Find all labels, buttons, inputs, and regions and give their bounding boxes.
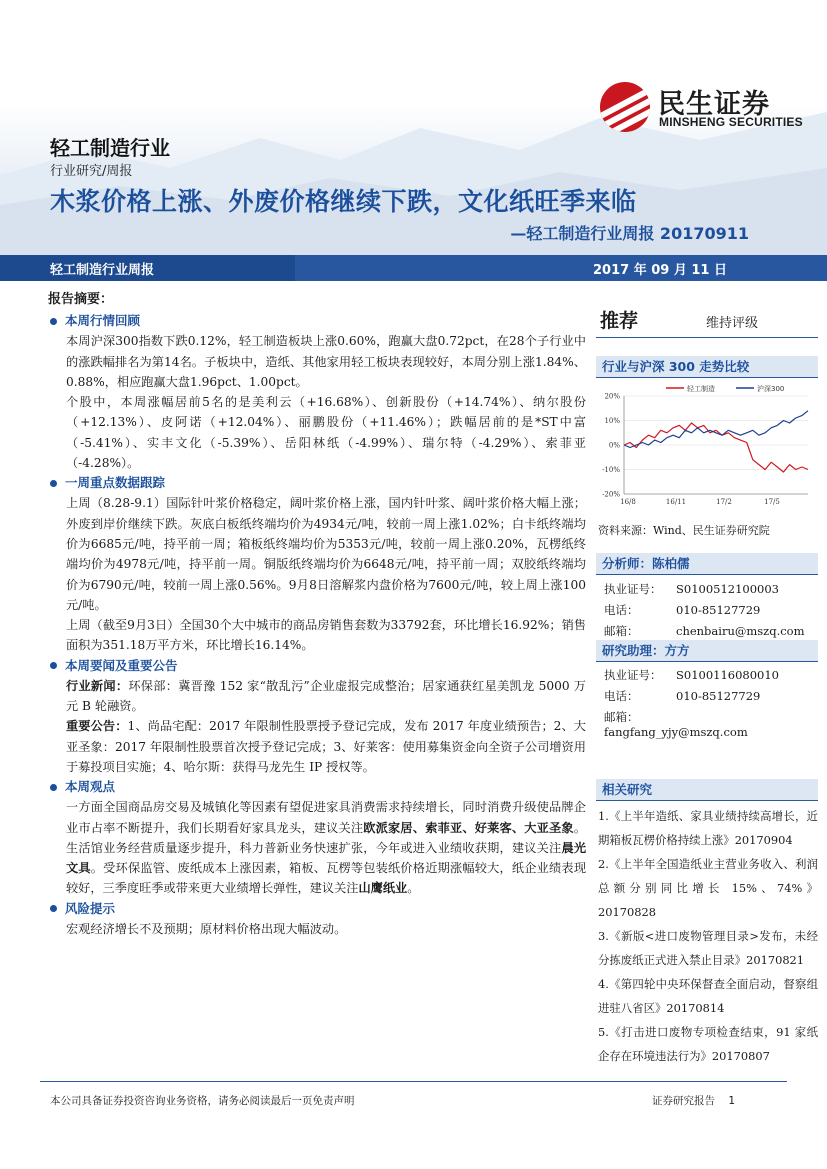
label: 行业新闻： xyxy=(66,678,129,693)
logo-icon xyxy=(600,82,650,132)
legend-label: 沪深300 xyxy=(757,385,785,393)
report-subtitle: —轻工制造行业周报 20170911 xyxy=(510,224,749,243)
section-market-review xyxy=(48,311,586,331)
highlight: 晨光文具 xyxy=(66,840,587,876)
paragraph: 一方面全国商品房交易及城镇化等因素有望促进家具消费需求持续增长，同时消费升级使品牌企业市占率不断提升，我们长期看好家具龙头，建议关注欧派家居、索菲亚、好莱客、大亚圣象。生活馆业务经营质量逐步提升，科力普新业务快速扩张，今年或进入业绩收获期，建议关注晨光文具。受环保监管、废纸成本上涨因素，箱板、瓦楞等包装纸价格近期涨幅较大，纸企业绩表现较好，三季度旺季或带来更大业绩增长弹性，建议关注山鹰纸业。 xyxy=(66,800,587,896)
series-line xyxy=(624,423,808,472)
trend-chart xyxy=(596,382,818,517)
y-tick-label: 20% xyxy=(604,392,620,401)
analyst-email[interactable]: 邮箱： chenbairu@mszq.com xyxy=(604,624,805,638)
section-title: 风险提示 xyxy=(65,900,116,916)
y-tick-label: 0% xyxy=(608,441,620,450)
x-tick-label: 17/5 xyxy=(764,498,780,506)
related-item[interactable]: 5.《打击进口废物专项检查结束，91 家纸企存在环境违法行为》20170807 xyxy=(598,1025,818,1063)
y-tick-label: -20% xyxy=(602,490,620,499)
x-tick-label: 16/11 xyxy=(665,498,687,506)
logo-en: MINSHENG SECURITIES xyxy=(659,115,803,129)
highlight: 欧派家居、索菲亚、好莱客、大亚圣象 xyxy=(363,820,574,835)
band-date: 2017 年 09 月 11 日 xyxy=(593,263,727,278)
section-news xyxy=(48,656,586,676)
assistant-email[interactable]: 邮箱：fangfang_yjy@mszq.com xyxy=(604,710,748,739)
assistant-phone: 电话： 010-85127729 xyxy=(604,689,761,703)
paragraph: 上周（截至9月3日）全国30个大中城市的商品房销售套数为33792套，环比增长16.92%；销售面积为351.18万平方米，环比增长16.14%。 xyxy=(66,618,586,653)
related-item[interactable]: 2.《上半年全国造纸业主营业务收入、利润总额分别同比增长 15%、74%》20170828 xyxy=(598,857,818,919)
section-risk xyxy=(48,899,586,919)
rating-note: 维持评级 xyxy=(706,316,759,331)
bullet-icon xyxy=(50,784,57,791)
bullet-icon xyxy=(50,480,57,487)
section-data-tracking xyxy=(48,473,586,493)
band-report-name: 轻工制造行业周报 xyxy=(50,263,155,278)
paragraph: 行业新闻：环保部：冀晋豫 152 家“散乱污”企业虚报完成整治；居家通获红星美凯龙 5000 万元 B 轮融资。 xyxy=(66,678,586,714)
y-tick-label: -10% xyxy=(602,466,620,474)
bullet-icon xyxy=(50,318,57,325)
related-heading: 相关研究 xyxy=(596,779,818,801)
section-title: 一周重点数据跟踪 xyxy=(65,475,166,491)
chart-heading: 行业与沪深 300 走势比较 xyxy=(596,356,818,378)
footer-page: 证券研究报告 1 xyxy=(652,1095,736,1107)
brand-logo xyxy=(600,82,803,132)
report-title: 木浆价格上涨、外废价格继续下跌，文化纸旺季来临 xyxy=(50,187,637,216)
logo-cn: 民生证券 xyxy=(658,89,770,120)
footer-rule xyxy=(40,1081,787,1082)
paragraph: 个股中，本周涨幅居前5名的是美利云（+16.68%）、创新股份（+14.74%）、纳尔股份（+12.13%）、皮阿诺（+12.04%）、丽鹏股份（+11.46%）；跌幅居前的是*ST中富（-5.41%）、实丰文化（-5.39%）、岳阳林纸（-4.99%）、瑞尔特（-4.29%）、索菲亚（-4.28%）。 xyxy=(66,395,586,471)
section-title: 本周行情回顾 xyxy=(65,313,141,329)
label: 重要公告： xyxy=(66,719,128,734)
related-list xyxy=(596,804,818,1068)
header-banner xyxy=(0,0,827,255)
bullet-icon xyxy=(50,905,57,912)
highlight: 山鹰纸业 xyxy=(358,881,408,896)
report-type: 行业研究/周报 xyxy=(50,164,133,179)
title-band xyxy=(0,255,827,281)
industry-name: 轻工制造行业 xyxy=(50,136,170,160)
series-line xyxy=(624,411,808,448)
paragraph: 本周沪深300指数下跌0.12%，轻工制造板块上涨0.60%，跑赢大盘0.72pct，在28个子行业中的涨跌幅排名为第14名。子板块中，造纸、其他家用轻工板块表现较好，本周分别上涨1.84%、0.88%，相应跑赢大盘1.96pct、1.00pct。 xyxy=(66,334,586,389)
section-title: 本周要闻及重要公告 xyxy=(65,657,178,673)
footer-disclaimer: 本公司具备证券投资咨询业务资格，请务必阅读最后一页免责声明 xyxy=(50,1095,355,1107)
rating: 推荐 xyxy=(600,310,639,332)
paragraph: 宏观经济增长不及预期；原材料价格出现大幅波动。 xyxy=(66,921,347,936)
analyst-phone: 电话： 010-85127729 xyxy=(604,603,761,617)
related-item[interactable]: 3.《新版<进口废物管理目录>发布，未经分拣废纸正式进入禁止目录》20170821 xyxy=(598,929,818,967)
analyst-heading: 分析师：陈柏儒 xyxy=(596,553,818,575)
paragraph: 上周（8.28-9.1）国际针叶浆价格稳定，阔叶浆价格上涨，国内针叶浆、阔叶浆价格大幅上涨；外废到岸价继续下跌。灰底白板纸终端均价为4934元/吨，较前一周上涨1.02%；白卡纸终端均价为6685元/吨，持平前一周；箱板纸终端均价为5353元/吨，较前一周上涨0.20%，瓦楞纸终端均价为4978元/吨，持平前一周。铜版纸终端均价为6648元/吨，持平前一周；双胶纸终端均价为6790元/吨，较前一周上涨0.56%。9月8日溶解浆内盘价格为7600元/吨，较上周上涨100元/吨。 xyxy=(66,496,586,612)
related-item[interactable]: 1.《上半年造纸、家具业绩持续高增长，近期箱板瓦楞价格持续上涨》20170904 xyxy=(598,809,818,847)
assistant-heading: 研究助理：方方 xyxy=(596,640,818,662)
x-tick-label: 17/2 xyxy=(716,498,732,506)
paragraph: 重要公告：1、尚品宅配：2017 年限制性股票授予登记完成，发布 2017 年度业绩预告；2、大亚圣象：2017 年限制性股票首次授予登记完成；3、好莱客：使用募集资金向全资子公司增资用于募投项目实施；4、哈尔斯：获得马龙先生 IP 授权等。 xyxy=(66,719,586,774)
chart-source: 资料来源：Wind、民生证券研究院 xyxy=(598,524,770,537)
analyst-license: 执业证号： S0100512100003 xyxy=(604,582,779,596)
abstract-heading: 报告摘要： xyxy=(48,292,114,307)
related-item[interactable]: 4.《第四轮中央环保督查全面启动，督察组进驻八省区》20170814 xyxy=(598,977,818,1015)
rating-box xyxy=(596,302,818,338)
abstract xyxy=(48,290,586,939)
section-view xyxy=(48,777,586,797)
assistant-license: 执业证号： S0100116080010 xyxy=(604,668,779,682)
x-tick-label: 16/8 xyxy=(620,498,636,506)
section-title: 本周观点 xyxy=(65,779,116,795)
legend-label: 轻工制造 xyxy=(687,385,715,393)
y-tick-label: 10% xyxy=(604,417,620,425)
bullet-icon xyxy=(50,662,57,669)
